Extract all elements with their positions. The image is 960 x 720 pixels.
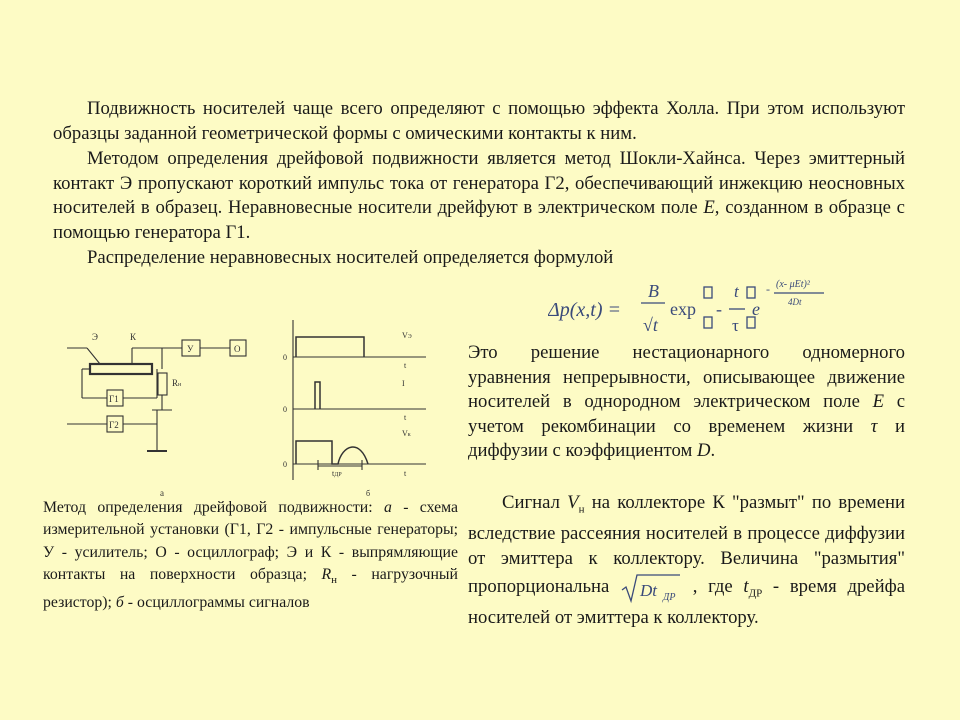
formula-exp-den: 4Dt (788, 297, 802, 307)
label-i: I (402, 379, 405, 388)
label-g2: Г2 (109, 420, 119, 430)
label-emitter: Э (92, 332, 98, 342)
formula-tau: τ (732, 316, 739, 335)
label-oscilloscope: О (234, 344, 241, 354)
sqrt-dt-formula (620, 572, 682, 604)
formula-exp-num: (x- μEt)² (776, 279, 810, 290)
label-g1: Г1 (109, 394, 119, 404)
label-fig-a: а (160, 488, 164, 498)
right-paragraph-2: Сигнал $V_н$ на коллекторе К "размыт" по времени вследствие рассеяния носителей в процессе диффузии от эмиттера к коллектору. Величина "размытия" пропорциональна Dt ДР , где $t_{ДР}$ - время дрейфа носителей от эмиттера к коллектору. (468, 492, 906, 628)
formula-den: √t (643, 315, 658, 335)
pulse-emitter (296, 337, 364, 357)
label-fig-b: б (366, 489, 371, 498)
formula-exp: exp (670, 299, 696, 319)
label-collector: К (130, 332, 137, 342)
formula-exp-minus: - (766, 282, 770, 296)
formula-num: B (648, 281, 659, 301)
load-resistor (158, 373, 167, 395)
sample-bar (90, 364, 152, 374)
intro-paragraph-3: Распределение неравновесных носителей определяется формулой (87, 247, 614, 268)
label-t-2: t (404, 413, 407, 422)
svg-text:ДР: ДР (663, 591, 676, 603)
osc-zero-2: 0 (283, 405, 287, 414)
label-resistor: Rн (172, 378, 182, 388)
label-v-emitter: VЭ (402, 331, 412, 340)
intro-paragraph-1: Подвижность носителей чаще всего определяют с помощью эффекта Холла. При этом используют образцы заданной геометрической формы с омическими контакты к ним. (53, 98, 905, 144)
label-amplifier: У (187, 344, 194, 354)
measurement-circuit-diagram (62, 320, 267, 500)
formula-minus: - (716, 299, 722, 319)
signal-oscillograms (276, 310, 436, 500)
formula-lhs: Δp(x,t) = (548, 299, 621, 321)
var-e: E (703, 197, 715, 219)
osc-zero-3: 0 (283, 460, 287, 469)
pulse-collector (296, 441, 368, 464)
label-tdr: tДР (332, 469, 342, 478)
label-v-collector: Vк (402, 429, 411, 438)
right-paragraph-1: Это решение нестационарного одномерного уравнения непрерывности, описывающее движение носителей в однородном электрическом поле E с учетом рекомбинации со временем жизни τ и диффузии с коэффициентом D. (468, 342, 905, 462)
wire-emitter (87, 348, 100, 364)
osc-zero-1: 0 (283, 353, 287, 362)
formula-t: t (734, 282, 739, 301)
label-t-3: t (404, 469, 407, 478)
svg-text:Dt: Dt (640, 580, 658, 600)
intro-paragraph-2: Методом определения дрейфовой подвижности является метод Шокли-Хайнса. Через эмиттерный контакт Э пропускают короткий импульс тока от генератора Г2, обеспечивающий инжекцию неосновных носителей в образец. Неравновесные носители дрейфуют в электрическом поле E, созданном в образце с помощью генератора Г1. (53, 148, 905, 243)
figure-caption: Метод определения дрейфовой подвижности: а - схема измерительной установки (Г1, Г2 - импульсные генераторы; У - усилитель; О - осциллограф; Э и К - выпрямляющие контакты на поверхности образца; $R_н$ - нагрузочный резистор); б - осциллограммы сигналов (43, 499, 458, 611)
distribution-formula (548, 276, 838, 342)
formula-e: e (752, 299, 760, 319)
pulse-current (315, 382, 320, 409)
label-t-1: t (404, 361, 407, 370)
